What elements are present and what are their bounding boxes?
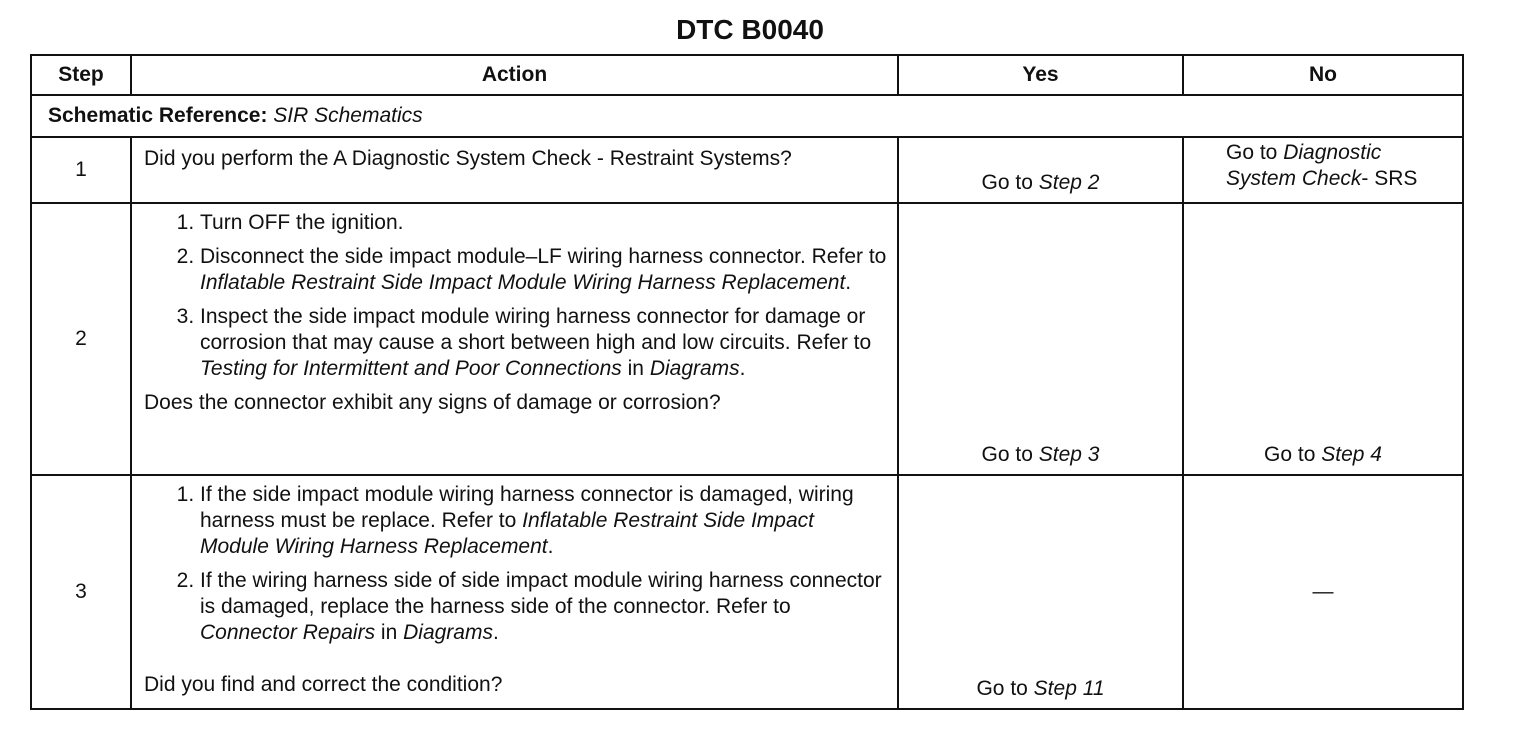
no-cell [1183, 203, 1463, 475]
reference-link[interactable]: Diagrams [649, 357, 740, 380]
yes-link[interactable]: Step 3 [1038, 443, 1100, 466]
list-item [200, 210, 887, 236]
no-suffix: - SRS [1361, 167, 1418, 190]
schematic-reference [31, 95, 1463, 137]
action-question: Did you perform the A Diagnostic System Check - Restraint Systems? [144, 147, 792, 170]
page-title: DTC B0040 [676, 14, 824, 45]
reference-link[interactable]: Diagrams [403, 621, 493, 644]
item-text: Turn OFF the ignition. [200, 211, 404, 234]
instruction-list [144, 210, 887, 382]
item-mid: in [621, 357, 650, 380]
yes-prefix: Go to [981, 443, 1039, 466]
action-question: Did you find and correct the condition? [144, 673, 503, 696]
yes-cell [898, 137, 1183, 203]
item-text: If the wiring harness side of side impact module wiring harness connector is damaged, replace the harness side of the connector. Refer to [200, 569, 882, 618]
item-tail: . [547, 535, 554, 558]
reference-link[interactable]: Inflatable Restraint Side Impact Module Wiring Harness Replacement [200, 271, 846, 294]
step-number: 3 [31, 475, 131, 709]
no-prefix: Go to [1226, 141, 1284, 164]
step-action [131, 203, 898, 475]
diagnostic-table [30, 54, 1464, 710]
item-tail: . [492, 621, 499, 644]
no-link[interactable]: Diagnostic System Check [1226, 141, 1382, 190]
step-number: 1 [31, 137, 131, 203]
yes-link[interactable]: Step 2 [1038, 171, 1100, 194]
table-row [31, 137, 1463, 203]
list-item [200, 304, 887, 382]
item-mid: in [375, 621, 404, 644]
instruction-list [144, 482, 887, 646]
table-row [31, 203, 1463, 475]
no-cell [1183, 137, 1463, 203]
reference-link[interactable]: Connector Repairs [200, 621, 376, 644]
yes-link[interactable]: Step 11 [1033, 677, 1105, 700]
yes-prefix: Go to [976, 677, 1034, 700]
reference-link[interactable]: Inflatable Restraint Side Impact Module Wiring Harness Replacement [200, 509, 814, 558]
schematic-row [31, 95, 1463, 137]
header-action: Action [131, 55, 898, 95]
step-action [131, 475, 898, 709]
table-row [31, 475, 1463, 709]
item-text: If the side impact module wiring harness connector is damaged, wiring harness must be replace. Refer to [200, 483, 854, 532]
yes-cell [898, 203, 1183, 475]
header-step: Step [31, 55, 131, 95]
yes-prefix: Go to [981, 171, 1039, 194]
item-tail: . [739, 357, 746, 380]
no-link[interactable]: Step 4 [1321, 443, 1382, 466]
schematic-link[interactable]: SIR Schematics [273, 104, 423, 127]
no-cell: — [1183, 475, 1463, 709]
list-item [200, 244, 887, 296]
no-prefix: Go to [1264, 443, 1322, 466]
header-yes: Yes [898, 55, 1183, 95]
step-action [131, 137, 898, 203]
reference-link[interactable]: Testing for Intermittent and Poor Connections [200, 357, 622, 380]
item-tail: . [845, 271, 852, 294]
list-item [200, 482, 887, 560]
action-question: Does the connector exhibit any signs of damage or corrosion? [144, 391, 721, 414]
item-text: Inspect the side impact module wiring harness connector for damage or corrosion that may cause a short between high and low circuits. Refer to [200, 305, 872, 354]
header-no: No [1183, 55, 1463, 95]
schematic-label: Schematic Reference: [48, 104, 268, 127]
yes-cell [898, 475, 1183, 709]
list-item [200, 568, 887, 646]
step-number: 2 [31, 203, 131, 475]
header-row [31, 55, 1463, 95]
item-text: Disconnect the side impact module–LF wiring harness connector. Refer to [200, 245, 887, 268]
